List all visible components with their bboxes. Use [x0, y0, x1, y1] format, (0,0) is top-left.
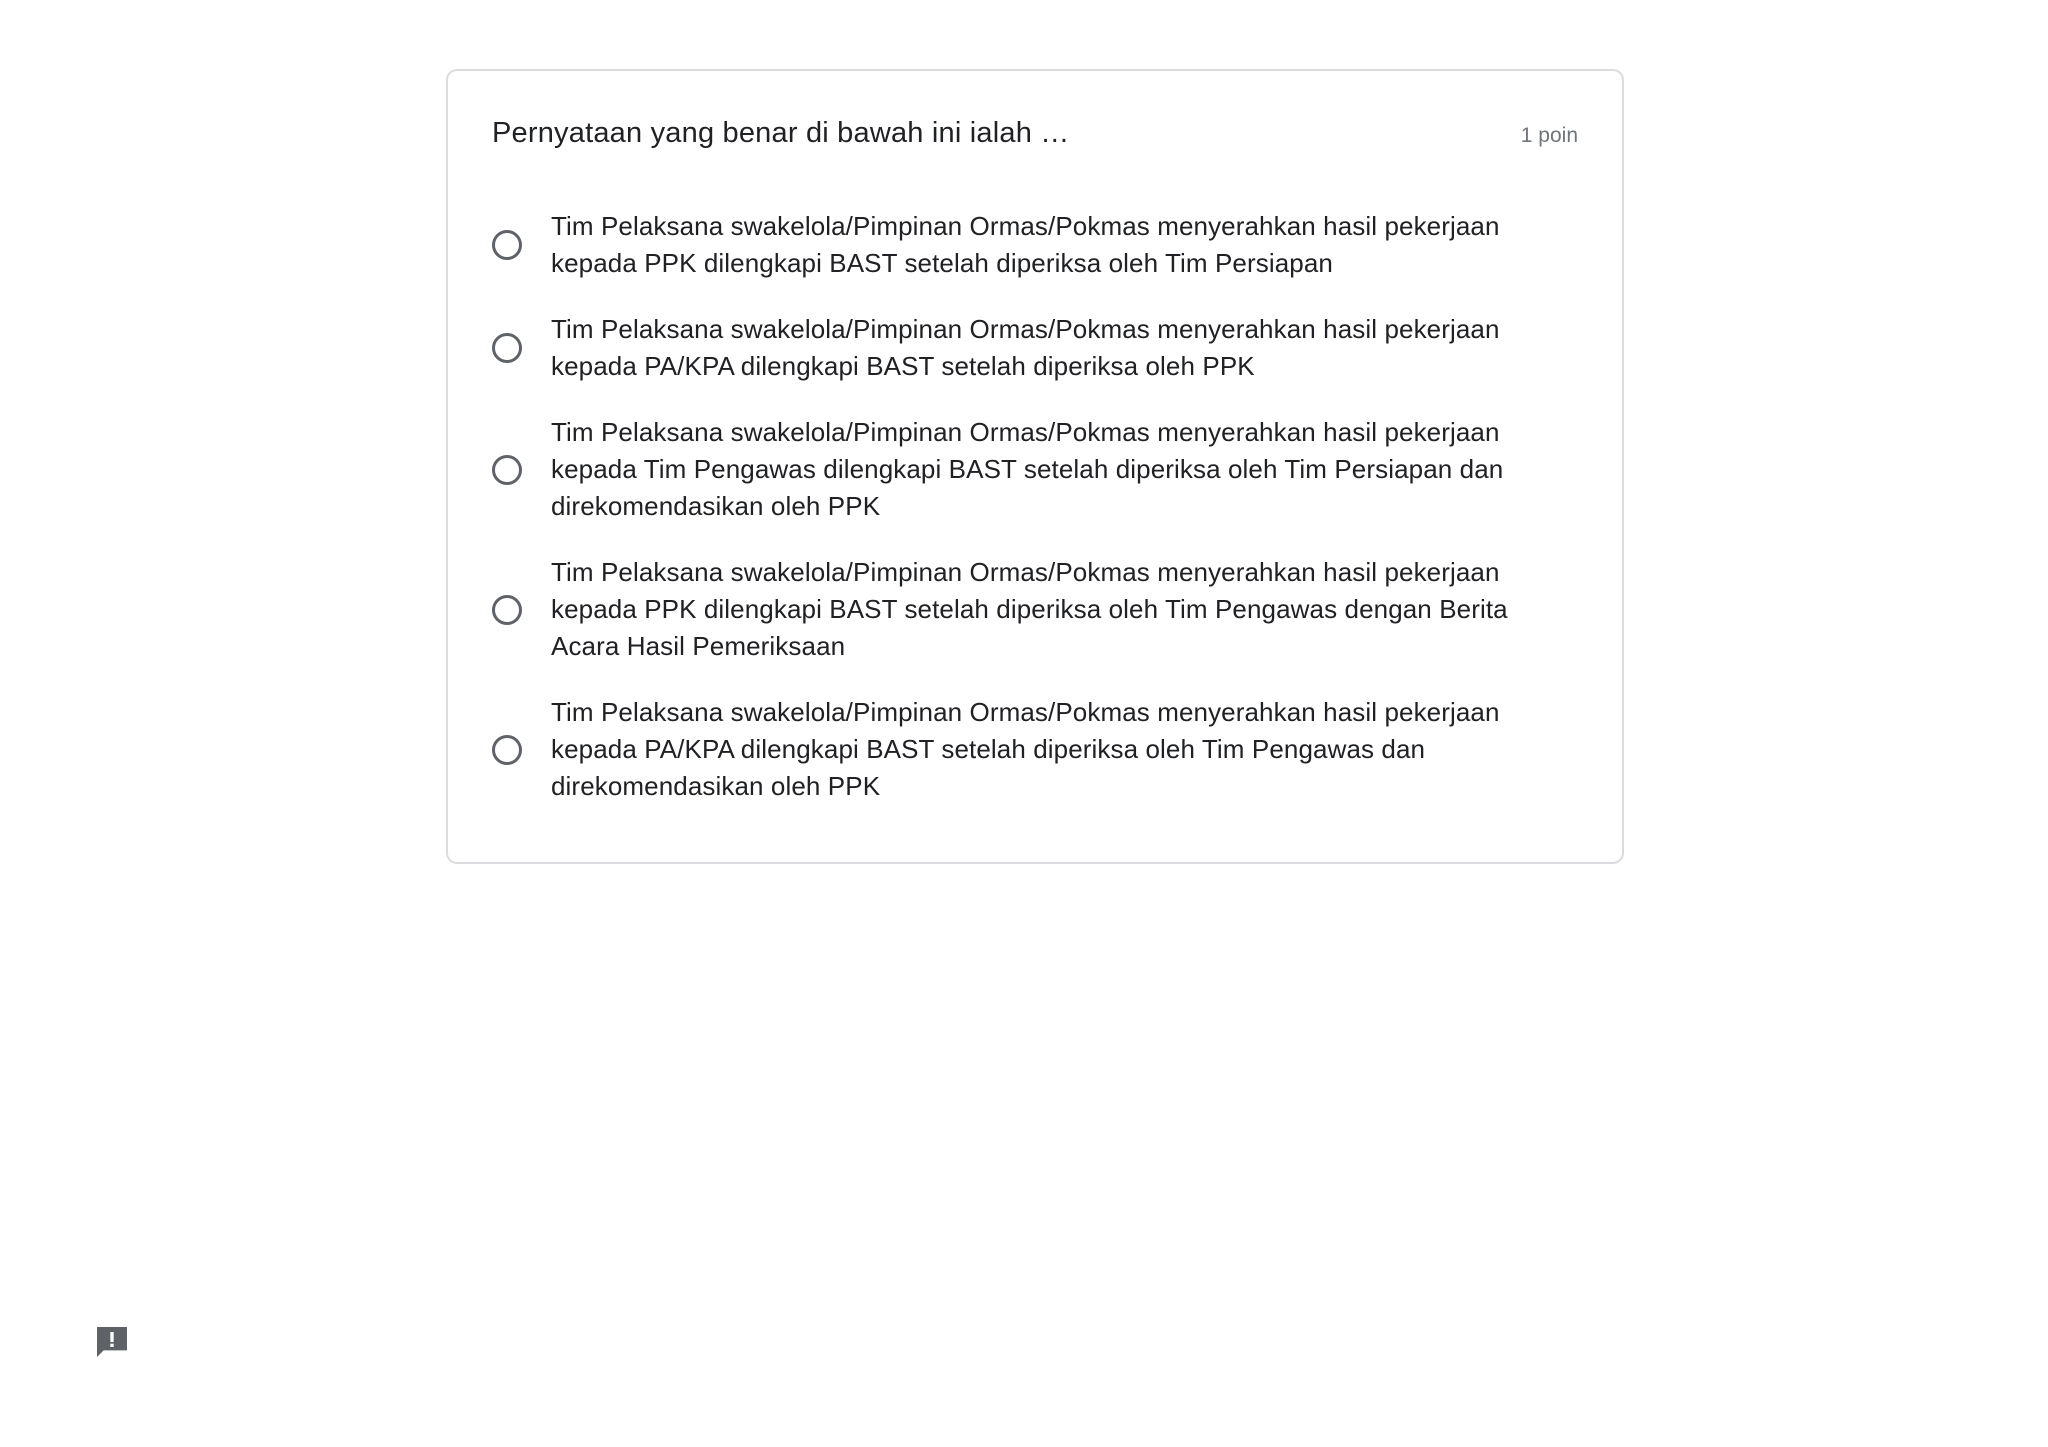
radio-button-3[interactable]: [492, 455, 522, 485]
radio-button-4[interactable]: [492, 595, 522, 625]
question-header: [492, 117, 1578, 150]
radio-button-2[interactable]: [492, 333, 522, 363]
option-label-5: Tim Pelaksana swakelola/Pimpinan Ormas/Pokmas menyerahkan hasil pekerjaan kepada PA/KPA dilengkapi BAST setelah diperiksa oleh Tim Pengawas dan direkomendasikan oleh PPK: [551, 697, 1500, 801]
points-label: 1 poin: [1520, 124, 1578, 147]
report-feedback-icon[interactable]: [92, 1322, 132, 1362]
option-1[interactable]: [492, 208, 1552, 282]
option-2[interactable]: [492, 311, 1552, 385]
options-list: [492, 208, 1552, 834]
option-3[interactable]: [492, 414, 1552, 525]
question-title: Pernyataan yang benar di bawah ini ialah …: [492, 117, 1070, 149]
option-5[interactable]: [492, 694, 1552, 805]
question-card: [446, 69, 1624, 864]
radio-button-5[interactable]: [492, 735, 522, 765]
option-label-4: Tim Pelaksana swakelola/Pimpinan Ormas/Pokmas menyerahkan hasil pekerjaan kepada PPK dilengkapi BAST setelah diperiksa oleh Tim Pengawas dengan Berita Acara Hasil Pemeriksaan: [551, 557, 1508, 661]
option-label-3: Tim Pelaksana swakelola/Pimpinan Ormas/Pokmas menyerahkan hasil pekerjaan kepada Tim Pengawas dilengkapi BAST setelah diperiksa oleh Tim Persiapan dan direkomendasikan oleh PPK: [551, 417, 1504, 521]
option-label-2: Tim Pelaksana swakelola/Pimpinan Ormas/Pokmas menyerahkan hasil pekerjaan kepada PA/KPA dilengkapi BAST setelah diperiksa oleh PPK: [551, 314, 1500, 381]
option-label-1: Tim Pelaksana swakelola/Pimpinan Ormas/Pokmas menyerahkan hasil pekerjaan kepada PPK dilengkapi BAST setelah diperiksa oleh Tim Persiapan: [551, 211, 1500, 278]
option-4[interactable]: [492, 554, 1552, 665]
radio-button-1[interactable]: [492, 230, 522, 260]
